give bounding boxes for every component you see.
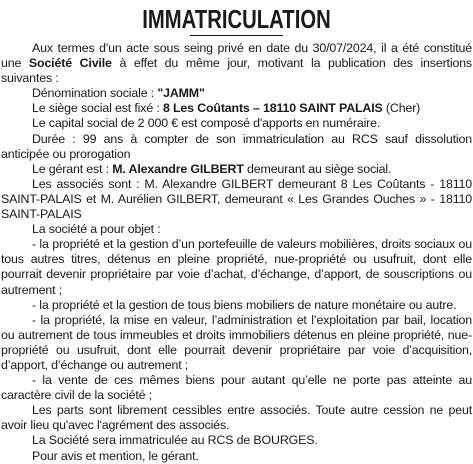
parts-paragraph: Les parts sont librement cessibles entre associés. Toute autre cession ne peut avoir lieu qu'avec l'agrément des associés. [1,403,472,433]
objet-item: - la vente de ces mêmes biens pour autant qu’elle ne porte pas atteinte au caractère civil de la société ; [1,373,472,403]
company-form: Société Civile [28,56,112,71]
capital-line: Le capital social de 2 000 € est composé d'apports en numéraire. [32,116,381,131]
gerant-line: Le gérant est : M. Alexandre GILBERT demeurant au siège social. [32,161,392,176]
denomination-line: Dénomination sociale : "JAMM" [32,86,205,101]
associes-paragraph: Les associés sont : M. Alexandre GILBERT demeurant 8 Les Coûtants - 18110 SAINT-PALAIS et M. Aurélien GILBERT, demeurant « Les Grandes Ouches » - 18110 SAINT-PALAIS [1,176,472,222]
signature-line: Pour avis et mention, le gérant. [32,448,199,463]
siege-address: 8 Les Coûtants – 18110 SAINT PALAIS [162,101,383,116]
objet-item: - la propriété, la mise en valeur, l’administration et l’exploitation par bail, location ou autrement de tous immeubles et droits immobiliers détenus en pleine propriété, nue-propriété ou usufruit, dont elle pourrait devenir propriétaire par voie d’acquisition, d’apport, d’échange ou autrement ; [1,312,472,372]
company-name: "JAMM" [157,86,205,101]
gerant-name: M. Alexandre GILBERT [112,161,244,176]
objet-item: - la propriété et la gestion de tous biens mobiliers de nature monétaire ou autre. [32,297,457,312]
title-underline [190,35,283,36]
duree-paragraph: Durée : 99 ans à compter de son immatriculation au RCS sauf dissolution anticipée ou prorogation [1,131,472,161]
rcs-line: La Société sera immatriculée au RCS de BOURGES. [32,433,318,448]
objet-intro: La société a pour objet : [32,222,161,237]
notice-title: IMMATRICULATION [142,4,331,34]
siege-line: Le siège social est fixé : 8 Les Coûtants – 18110 SAINT PALAIS (Cher) [32,101,421,116]
intro-paragraph: Aux termes d'un acte sous seing privé en date du 30/07/2024, il a été constitué une Société Civile à effet du même jour, motivant la publication des insertions suivantes : [1,41,472,86]
objet-item: - la propriété et la gestion d’un portefeuille de valeurs mobilières, droits sociaux ou tous autres titres, détenus en pleine propriété, nue-propriété ou usufruit, dont elle pourrait devenir propriétaire par voie d’achat, d’échange, d’apport, de souscriptions ou autrement ; [1,237,472,297]
notice-body [1,41,472,464]
